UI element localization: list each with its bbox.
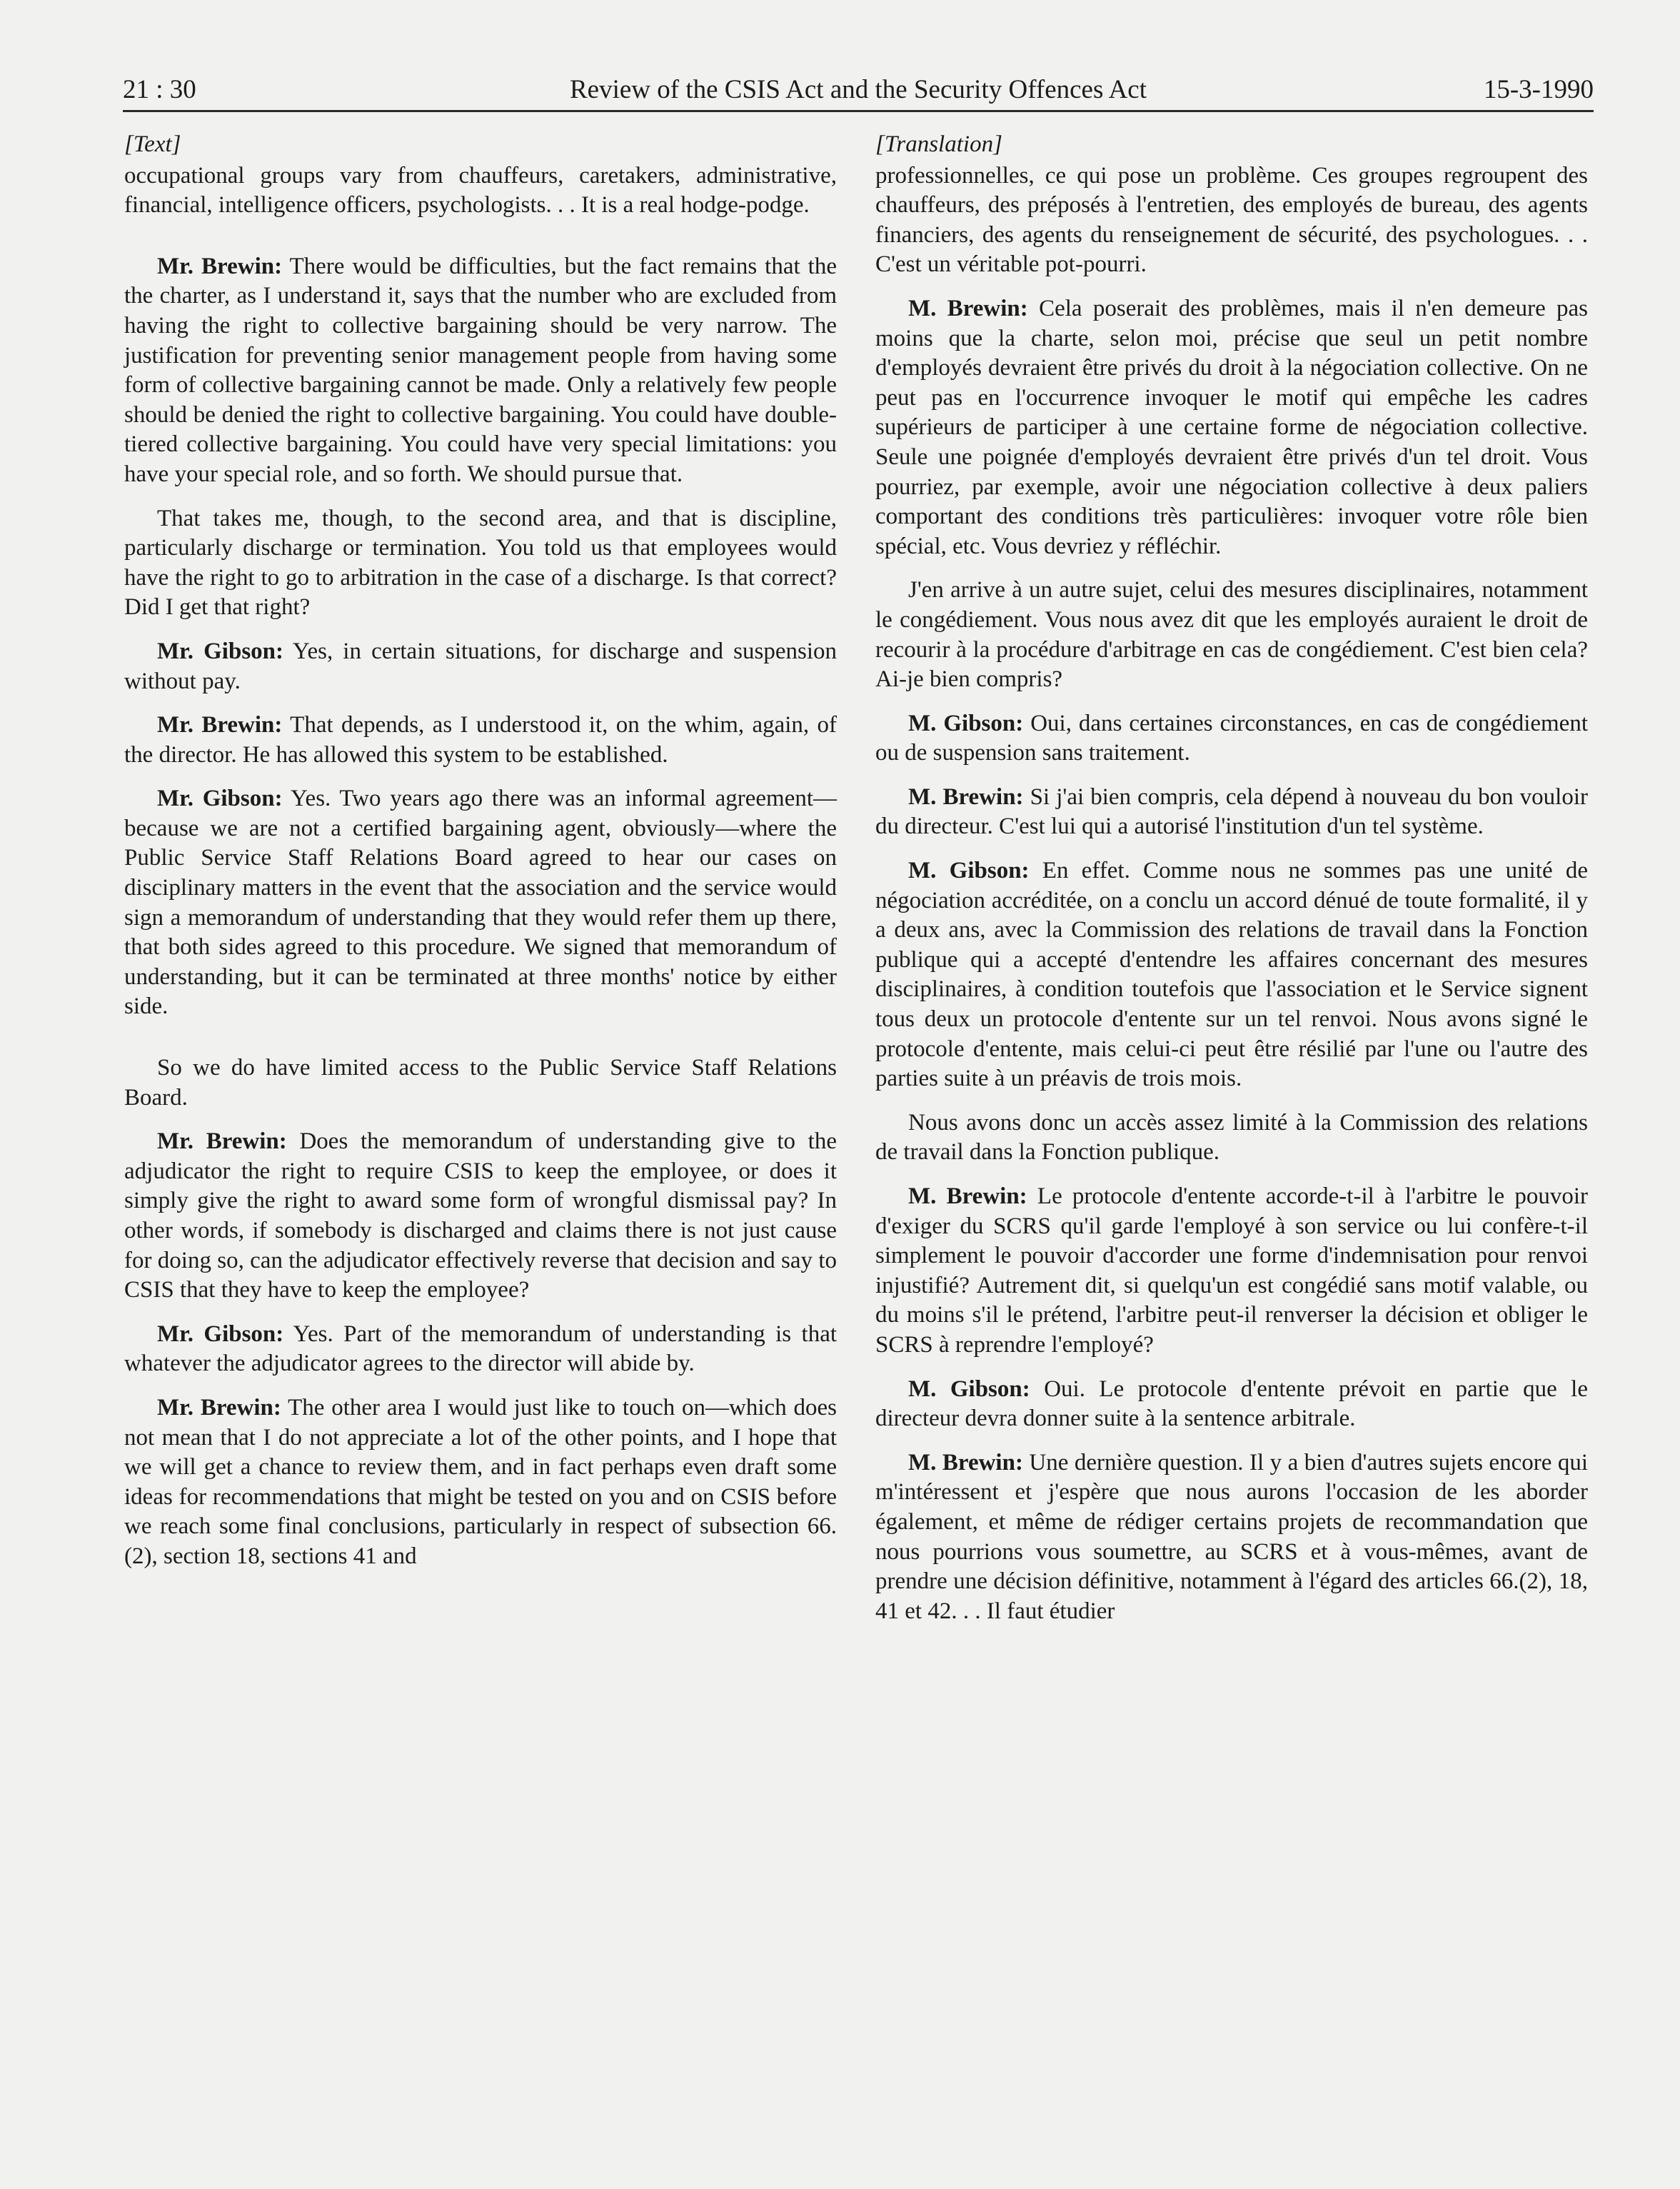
- speech-text: J'en arrive à un autre sujet, celui des mesures disciplinaires, notamment le congédiement. Vous nous avez dit que les employés auraient le droit de recourir à la procédure d'arbitrage en cas de congédiement. C'est bien cela? Ai-je bien compris?: [875, 577, 1588, 693]
- speech-text: Si j'ai bien compris, cela dépend à nouveau du bon vouloir du directeur. C'est lui qui a autorisé l'institution d'un tel système.: [875, 783, 1589, 840]
- speech-paragraph: [875, 709, 1588, 768]
- speech-paragraph: [875, 783, 1588, 842]
- speech-paragraph: [124, 1320, 837, 1379]
- speaker-name: M. Brewin:: [908, 1449, 1023, 1476]
- speech-text: En effet. Comme nous ne sommes pas une unité de négociation accréditée, on a conclu un accord dénué de toute formalité, il y a deux ans, avec la Commission des relations de travail dans la Fonction publique qui a accepté d'entendre les affaires concernant des mesures disciplinaires, à condition toutefois que l'association et le Service signent tous deux un protocole d'entente sur un tel renvoi. Nous avons signé le protocole d'entente, mais celui-ci peut être résilié par l'une ou l'autre des parties suite à un préavis de trois mois.: [875, 858, 1589, 1092]
- speech-paragraph: [124, 1053, 837, 1113]
- speech-text: Oui, dans certaines circonstances, en cas de congédiement ou de suspension sans traitement.: [875, 710, 1589, 766]
- speech-text: Cela poserait des problèmes, mais il n'en demeure pas moins que la charte, selon moi, précise que seul un petit nombre d'employés devraient être privés du droit à la négociation collective. On ne peut pas en l'occurrence invoquer le motif qui empêche les cadres supérieurs de participer à une certaine forme de négociation collective. Seule une poignée d'employés devraient être privés d'un tel droit. Vous pourriez, par exemple, avoir une négociation collective à deux paliers comportant des conditions très particulières: invoquer votre rôle bien spécial, etc. Vous devriez y réfléchir.: [875, 295, 1589, 559]
- header-rule: [123, 110, 1594, 112]
- speech-text: Oui. Le protocole d'entente prévoit en partie que le directeur devra donner suite à la sentence arbitrale.: [875, 1376, 1588, 1432]
- speech-text: That depends, as I understood it, on the whim, again, of the director. He has allowed this system to be established.: [124, 712, 837, 768]
- text-label: [Text]: [124, 131, 181, 157]
- speaker-name: Mr. Gibson:: [157, 786, 283, 812]
- speech-paragraph: [875, 1375, 1588, 1434]
- speech-paragraph: [875, 1108, 1588, 1168]
- speaker-name: Mr. Brewin:: [157, 1394, 281, 1421]
- speech-paragraph: [875, 1448, 1588, 1627]
- speech-text: Yes, in certain situations, for discharge and suspension without pay.: [124, 638, 838, 694]
- speaker-name: M. Gibson:: [908, 858, 1030, 884]
- speech-paragraph: [124, 252, 837, 490]
- speaker-name: M. Brewin:: [908, 1183, 1027, 1209]
- speech-paragraph: [124, 504, 837, 623]
- speech-paragraph: [124, 784, 837, 1022]
- speech-paragraph: [875, 576, 1588, 694]
- speech-paragraph: [124, 1127, 837, 1306]
- speaker-name: Mr. Gibson:: [157, 638, 284, 664]
- speech-text: Yes. Part of the memorandum of understanding is that whatever the adjudicator agrees to the director will abide by.: [124, 1321, 838, 1377]
- speaker-name: Mr. Brewin:: [157, 1128, 287, 1155]
- opening-paragraph: occupational groups vary from chauffeurs, caretakers, administrative, financial, intelligence officers, psychologists. . . It is a real hodge-podge.: [124, 162, 837, 219]
- speaker-name: Mr. Gibson:: [157, 1321, 284, 1347]
- speech-text: That takes me, though, to the second area, and that is discipline, particularly discharge or termination. You told us that employees would have the right to go to arbitration in the case of a discharge. Is that correct? Did I get that right?: [124, 505, 837, 621]
- speech-text: There would be difficulties, but the fact remains that the the charter, as I understand it, says that the number who are excluded from having the right to collective bargaining should be very narrow. The justification for preventing senior management people from having some form of collective bargaining cannot be made. Only a relatively few people should be denied the right to collective bargaining. You could have double-tiered collective bargaining. You could have very special limitations: you have your special role, and so forth. We should pursue that.: [124, 253, 837, 487]
- speech-paragraph: [875, 294, 1588, 561]
- page-header: [123, 71, 1594, 109]
- translation-label: [Translation]: [875, 131, 1002, 157]
- english-column: [124, 130, 837, 1586]
- speaker-name: Mr. Brewin:: [157, 253, 283, 279]
- opening-paragraph: professionnelles, ce qui pose un problème. Ces groupes regroupent des chauffeurs, des préposés à l'entretien, des employés de bureau, des agents financiers, des agents du renseignement de sécurité, des psychologues. . . C'est un véritable pot-pourri.: [875, 162, 1588, 278]
- speech-text: So we do have limited access to the Public Service Staff Relations Board.: [124, 1055, 837, 1111]
- speaker-name: M. Gibson:: [908, 1376, 1030, 1402]
- speech-paragraph: [875, 856, 1588, 1094]
- speaker-name: Mr. Brewin:: [157, 712, 283, 738]
- speech-text: Une dernière question. Il y a bien d'autres sujets encore qui m'intéressent et j'espère que nous aurons l'occasion de les aborder également, et même de rédiger certains projets de recommandation que nous pourrions vous soumettre, au SCRS et à vous-mêmes, avant de prendre une décision définitive, notamment à l'égard des articles 66.(2), 18, 41 et 42. . . Il faut étudier: [875, 1449, 1588, 1624]
- running-title: Review of the CSIS Act and the Security Offences Act: [569, 75, 1147, 104]
- speaker-name: M. Gibson:: [908, 710, 1024, 736]
- header-date: 15-3-1990: [1483, 75, 1594, 104]
- speech-text: Nous avons donc un accès assez limité à la Commission des relations de travail dans la Fonction publique.: [875, 1109, 1588, 1166]
- speech-text: Yes. Two years ago there was an informal agreement—because we are not a certified bargaining agent, obviously—where the Public Service Staff Relations Board agreed to hear our cases on disciplinary matters in the event that the association and the service would sign a memorandum of understanding that they would refer them up there, that both sides agreed to this procedure. We signed that memorandum of understanding, but it can be terminated at three months' notice by either side.: [124, 786, 838, 1020]
- speech-text: The other area I would just like to touch on—which does not mean that I do not appreciate a lot of the other points, and I hope that we will get a chance to review them, and in fact perhaps even draft some ideas for recommendations that might be tested on you and on CSIS before we reach some final conclusions, particularly in respect of subsection 66.(2), section 18, sections 41 and: [124, 1394, 837, 1569]
- page-number: 21 : 30: [123, 75, 196, 104]
- speech-paragraph: [124, 637, 837, 696]
- speech-paragraph: [124, 1393, 837, 1572]
- speech-paragraph: [124, 711, 837, 770]
- speech-text: Le protocole d'entente accorde-t-il à l'arbitre le pouvoir d'exiger du SCRS qu'il garde l'employé à son service ou lui confère-t-il simplement le pouvoir d'accorder une forme d'indemnisation pour renvoi injustifié? Autrement dit, si quelqu'un est congédié sans motif valable, ou du moins s'il le prétend, l'arbitre peut-il renverser la décision et obliger le SCRS à reprendre l'employé?: [875, 1183, 1589, 1358]
- french-column: [875, 130, 1588, 1641]
- speaker-name: M. Brewin:: [908, 783, 1024, 810]
- speech-text: Does the memorandum of understanding give to the adjudicator the right to require CSIS to keep the employee, or does it simply give the right to award some form of wrongful dismissal pay? In other words, if somebody is discharged and claims there is not just cause for doing so, can the adjudicator effectively reverse that decision and say to CSIS that they have to keep the employee?: [124, 1128, 837, 1303]
- speech-paragraph: [875, 1182, 1588, 1361]
- speaker-name: M. Brewin:: [908, 295, 1028, 321]
